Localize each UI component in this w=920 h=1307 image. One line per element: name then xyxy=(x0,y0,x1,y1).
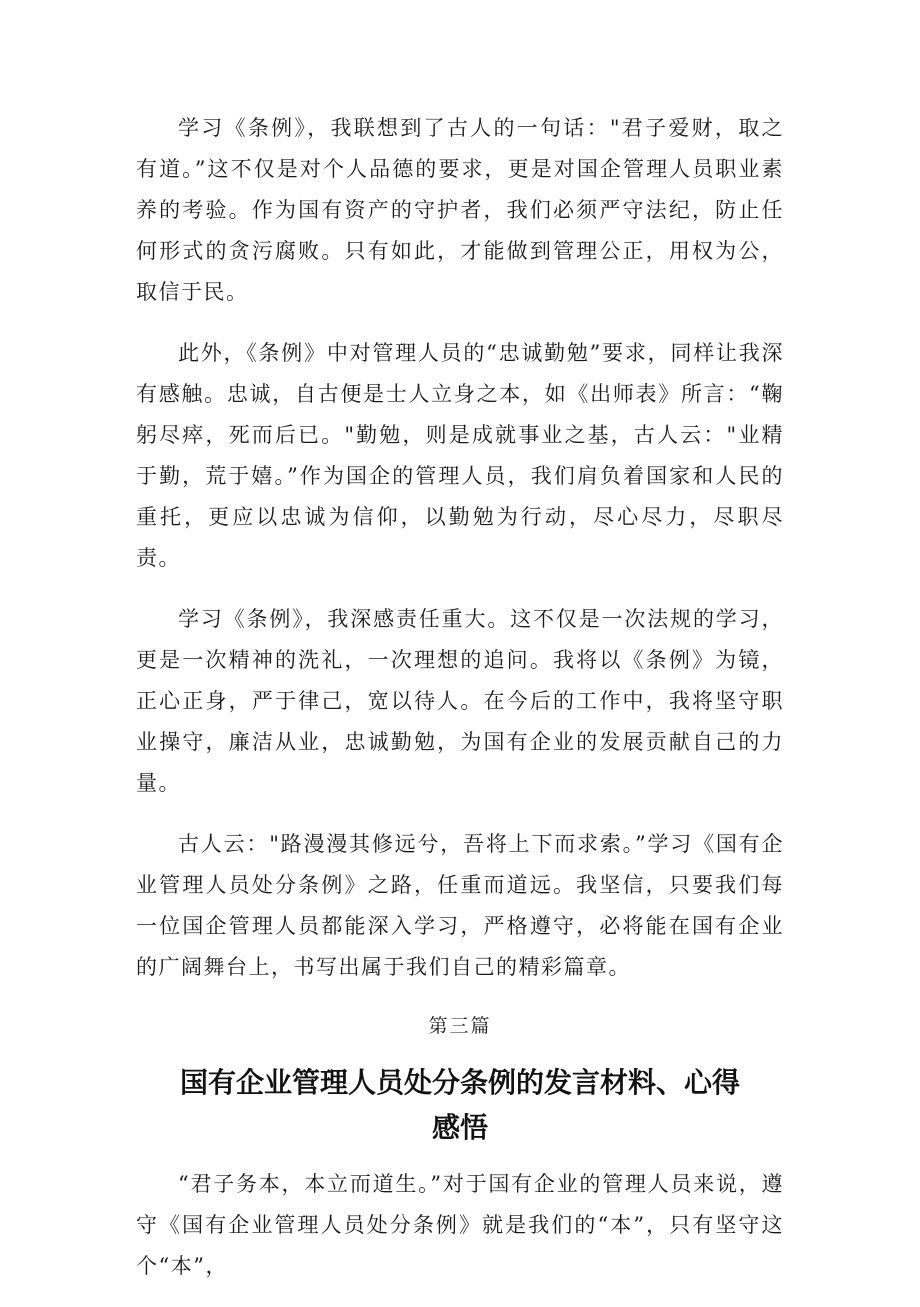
section-label: 第三篇 xyxy=(428,1015,492,1037)
section-title: 国有企业管理人员处分条例的发言材料、心得感悟 xyxy=(180,1066,741,1144)
paragraph: 此外，《条例》中对管理人员的“忠诚勤勉”要求，同样让我深有感触。忠诚，自古便是士人立身之本，如《出师表》所言：“鞠躬尽瘁，死而后已。"勤勉，则是成就事业之基，古人云："业精于勤，荒于嬉。”作为国企的管理人员，我们肩负着国家和人民的重托，更应以忠诚为信仰，以勤勉为行动，尽心尽力，尽职尽责。 xyxy=(136,341,784,570)
paragraph: “君子务本，本立而道生。”对于国有企业的管理人员来说，遵守《国有企业管理人员处分条例》就是我们的“本”，只有坚守这个“本”， xyxy=(136,1172,784,1278)
paragraph: 学习《条例》，我深感责任重大。这不仅是一次法规的学习，更是一次精神的洗礼，一次理想的追问。我将以《条例》为镜，正心正身，严于律己，宽以待人。在今后的工作中，我将坚守职业操守，廉洁从业，忠诚勤勉，为国有企业的发展贡献自己的力量。 xyxy=(136,607,784,795)
paragraph: 学习《条例》，我联想到了古人的一句话："君子爱财，取之有道。”这不仅是对个人品德的要求，更是对国企管理人员职业素养的考验。作为国有资产的守护者，我们必须严守法纪，防止任何形式的贪污腐败。只有如此，才能做到管理公正，用权为公，取信于民。 xyxy=(136,116,784,304)
paragraph: 古人云："路漫漫其修远兮，吾将上下而求索。”学习《国有企业管理人员处分条例》之路，任重而道远。我坚信，只要我们每一位国企管理人员都能深入学习，严格遵守，必将能在国有企业的广阔舞台上，书写出属于我们自己的精彩篇章。 xyxy=(136,832,784,979)
document-body xyxy=(136,108,784,1307)
